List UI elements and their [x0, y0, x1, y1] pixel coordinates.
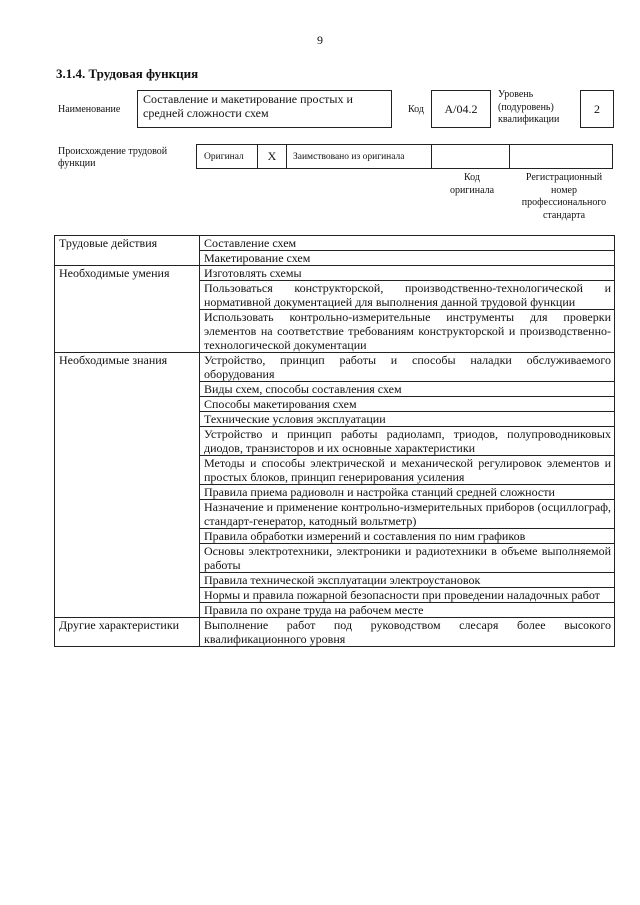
section-item: Макетирование схем: [200, 251, 615, 266]
registration-number-caption: Регистрационный номер профессионального стандарта: [521, 172, 607, 221]
section-item: Пользоваться конструкторской, производственно-технологической и нормативной документацией для выполнения данной трудовой функции: [200, 281, 615, 310]
original-code-cell: [431, 144, 510, 169]
section-item: Нормы и правила пожарной безопасности при проведении наладочных работ: [200, 588, 615, 603]
original-label: Оригинал: [196, 144, 258, 169]
section-heading: 3.1.4. Трудовая функция: [56, 66, 199, 81]
section-item: Основы электротехники, электроники и радиотехники в объеме выполняемой работы: [200, 544, 615, 573]
function-code-box: A/04.2: [431, 90, 491, 128]
section-item: Правила по охране труда на рабочем месте: [200, 603, 615, 618]
original-code-caption: Код оригинала: [449, 172, 495, 196]
table-row: [55, 236, 615, 251]
origin-label: Происхождение трудовой функции: [58, 146, 168, 169]
qualification-level-box: 2: [580, 90, 614, 128]
section-item: Назначение и применение контрольно-измерительных приборов (осциллограф, стандарт-генератор, катодный вольтметр): [200, 500, 615, 529]
section-label: Необходимые знания: [55, 353, 200, 618]
origin-row: [196, 144, 613, 169]
section-item: Методы и способы электрической и механической регулировок элементов и простых блоков, принцип генерирования усиления: [200, 456, 615, 485]
section-label: Трудовые действия: [55, 236, 200, 266]
section-label: Другие характеристики: [55, 618, 200, 647]
section-item: Технические условия эксплуатации: [200, 412, 615, 427]
section-item: Правила технической эксплуатации электроустановок: [200, 573, 615, 588]
section-item: Правила обработки измерений и составления по ним графиков: [200, 529, 615, 544]
code-label: Код: [408, 104, 424, 115]
section-item: Использовать контрольно-измерительные инструменты для проверки элементов на соответствие требованиям конструкторской и производственно-технологической документации: [200, 310, 615, 353]
borrowed-label: Заимствовано из оригинала: [286, 144, 432, 169]
function-name-box: Составление и макетирование простых и средней сложности схем: [137, 90, 392, 128]
section-item: Правила приема радиоволн и настройка станций средней сложности: [200, 485, 615, 500]
section-item: Виды схем, способы составления схем: [200, 382, 615, 397]
name-label: Наименование: [58, 104, 121, 115]
table-row: [55, 266, 615, 281]
functions-table: [54, 235, 615, 647]
section-item: Устройство, принцип работы и способы наладки обслуживаемого оборудования: [200, 353, 615, 382]
original-mark: X: [257, 144, 287, 169]
table-row: [55, 618, 615, 647]
section-item: Устройство и принцип работы радиоламп, триодов, полупроводниковых диодов, транзисторов и их основные характеристики: [200, 427, 615, 456]
page-number: 9: [317, 33, 323, 47]
section-item: Составление схем: [200, 236, 615, 251]
table-row: [55, 353, 615, 382]
section-label: Необходимые умения: [55, 266, 200, 353]
registration-number-cell: [509, 144, 613, 169]
section-item: Выполнение работ под руководством слесаря более высокого квалификационного уровня: [200, 618, 615, 647]
qualification-level-label: Уровень (подуровень) квалификации: [498, 89, 560, 125]
section-item: Способы макетирования схем: [200, 397, 615, 412]
section-item: Изготовлять схемы: [200, 266, 615, 281]
